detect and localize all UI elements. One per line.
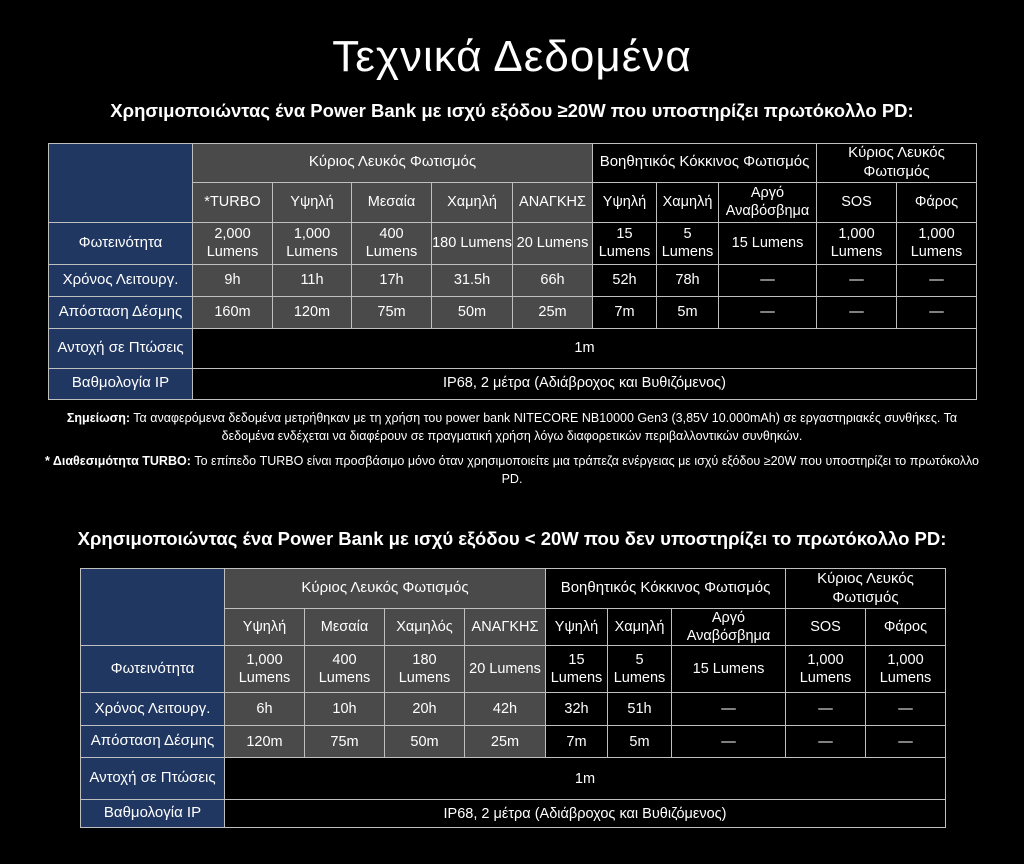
group-header-main-white-2: Κύριος Λευκός Φωτισμός [817, 144, 977, 183]
table-cell: — [897, 296, 977, 328]
table-cell: 66h [513, 264, 593, 296]
table-cell: 1,000 Lumens [897, 222, 977, 264]
table-cell-ip: IP68, 2 μέτρα (Αδιάβροχος και Βυθιζόμενος) [225, 800, 946, 828]
section1-heading: Χρησιμοποιώντας ένα Power Bank με ισχύ εξόδου ≥20W που υποστηρίζει πρωτόκολλο PD: [110, 100, 914, 121]
table-cell: 7m [593, 296, 657, 328]
table-cell: 400 Lumens [305, 646, 385, 693]
table-cell: — [719, 296, 817, 328]
row-label-ip: Βαθμολογία IP [81, 800, 225, 828]
group-header-main-white: Κύριος Λευκός Φωτισμός [193, 144, 593, 183]
mode-header: SOS [786, 609, 866, 646]
measurement-note [40, 410, 984, 445]
table-cell: 180 Lumens [385, 646, 465, 693]
row-label-ip: Βαθμολογία IP [49, 368, 193, 399]
turbo-note [40, 453, 984, 488]
mode-header: Χαμηλός [385, 609, 465, 646]
table-cell: 15 Lumens [719, 222, 817, 264]
mode-header: Χαμηλή [657, 182, 719, 222]
note-label: Σημείωση: [66, 411, 131, 425]
table-cell: 1,000 Lumens [273, 222, 352, 264]
table-cell: 52h [593, 264, 657, 296]
table-cell: 31.5h [432, 264, 513, 296]
group-header-main-white-2: Κύριος Λευκός Φωτισμός [786, 569, 946, 609]
table-cell-ip: IP68, 2 μέτρα (Αδιάβροχος και Βυθιζόμενος) [193, 368, 977, 399]
table-cell: 20 Lumens [465, 646, 546, 693]
table-cell: 50m [432, 296, 513, 328]
table-corner [81, 569, 225, 646]
spec-table-pd [48, 143, 977, 400]
table-cell: 75m [305, 726, 385, 758]
table-cell: 10h [305, 693, 385, 726]
table-cell: 5 Lumens [657, 222, 719, 264]
table-cell: — [817, 264, 897, 296]
section2-heading: Χρησιμοποιώντας ένα Power Bank με ισχύ εξόδου < 20W που δεν υποστηρίζει το πρωτόκολλο PD: [77, 528, 947, 549]
row-label-runtime: Χρόνος Λειτουργ. [49, 264, 193, 296]
table-cell: 180 Lumens [432, 222, 513, 264]
table-cell: 1,000 Lumens [225, 646, 305, 693]
table-cell: 120m [225, 726, 305, 758]
table-cell: 11h [273, 264, 352, 296]
table-cell: 160m [193, 296, 273, 328]
table-cell: — [866, 693, 946, 726]
mode-header: Μεσαία [305, 609, 385, 646]
mode-header: Υψηλή [546, 609, 608, 646]
table-cell: 25m [465, 726, 546, 758]
mode-header: Υψηλή [593, 182, 657, 222]
table-cell: 1,000 Lumens [817, 222, 897, 264]
table-cell: 1,000 Lumens [786, 646, 866, 693]
table-cell-impact: 1m [225, 758, 946, 800]
table-cell: 5m [657, 296, 719, 328]
table-cell: 400 Lumens [352, 222, 432, 264]
mode-header: Χαμηλή [432, 182, 513, 222]
mode-header: Μεσαία [352, 182, 432, 222]
row-label-impact: Αντοχή σε Πτώσεις [49, 328, 193, 368]
table-cell: 5 Lumens [608, 646, 672, 693]
mode-header: Υψηλή [273, 182, 352, 222]
page-title: Τεχνικά Δεδομένα [332, 32, 692, 81]
table-cell: 9h [193, 264, 273, 296]
table-corner [49, 144, 193, 223]
mode-header: ΑΝΑΓΚΗΣ [465, 609, 546, 646]
mode-header: ΑΝΑΓΚΗΣ [513, 182, 593, 222]
table-cell: 17h [352, 264, 432, 296]
mode-header: Υψηλή [225, 609, 305, 646]
table-cell: 32h [546, 693, 608, 726]
mode-header: *TURBO [193, 182, 273, 222]
group-header-aux-red: Βοηθητικός Κόκκινος Φωτισμός [593, 144, 817, 183]
table-cell: — [817, 296, 897, 328]
table-cell: 120m [273, 296, 352, 328]
table-cell: 15 Lumens [672, 646, 786, 693]
table-cell-impact: 1m [193, 328, 977, 368]
row-label-runtime: Χρόνος Λειτουργ. [81, 693, 225, 726]
table-cell: 42h [465, 693, 546, 726]
table-cell: — [786, 693, 866, 726]
table-cell: 1,000 Lumens [866, 646, 946, 693]
mode-header: Αργό Αναβόσβημα [672, 609, 786, 646]
table-cell: 20 Lumens [513, 222, 593, 264]
table-cell: 50m [385, 726, 465, 758]
row-label-impact: Αντοχή σε Πτώσεις [81, 758, 225, 800]
table-cell: 15 Lumens [593, 222, 657, 264]
table-cell: 51h [608, 693, 672, 726]
table-cell: 15 Lumens [546, 646, 608, 693]
table-cell: 5m [608, 726, 672, 758]
table-cell: 7m [546, 726, 608, 758]
table-cell: — [786, 726, 866, 758]
table-cell: — [719, 264, 817, 296]
row-label-beam: Απόσταση Δέσμης [49, 296, 193, 328]
turbo-note-label: * Διαθεσιμότητα TURBO: [45, 454, 191, 468]
mode-header: SOS [817, 182, 897, 222]
table-cell: 75m [352, 296, 432, 328]
mode-header: Χαμηλή [608, 609, 672, 646]
group-header-aux-red: Βοηθητικός Κόκκινος Φωτισμός [546, 569, 786, 609]
row-label-beam: Απόσταση Δέσμης [81, 726, 225, 758]
table-cell: 25m [513, 296, 593, 328]
table-cell: — [897, 264, 977, 296]
mode-header: Αργό Αναβόσβημα [719, 182, 817, 222]
table-cell: 78h [657, 264, 719, 296]
note-text: Τα αναφερόμενα δεδομένα μετρήθηκαν με τη χρήση του power bank NITECORE NB10000 Gen3 (3,85V 10.000mAh) σε εργαστηριακές συνθήκες. Τα δεδομένα ενδέχεται να διαφέρουν σε πραγματική χρήση λόγω διαφορετικών περιβαλλοντικών συνθηκών. [133, 411, 958, 443]
table-cell: — [672, 726, 786, 758]
mode-header: Φάρος [866, 609, 946, 646]
table-cell: 2,000 Lumens [193, 222, 273, 264]
turbo-note-text: Το επίπεδο TURBO είναι προσβάσιμο μόνο όταν χρησιμοποιείτε μια τράπεζα ενέργειας με ισχύ εξόδου ≥20W που υποστηρίζει το πρωτόκολλο PD. [194, 454, 979, 486]
mode-header: Φάρος [897, 182, 977, 222]
table-cell: — [866, 726, 946, 758]
row-label-brightness: Φωτεινότητα [81, 646, 225, 693]
group-header-main-white: Κύριος Λευκός Φωτισμός [225, 569, 546, 609]
spec-table-non-pd [80, 568, 946, 828]
table-cell: 6h [225, 693, 305, 726]
table-cell: — [672, 693, 786, 726]
row-label-brightness: Φωτεινότητα [49, 222, 193, 264]
table-cell: 20h [385, 693, 465, 726]
